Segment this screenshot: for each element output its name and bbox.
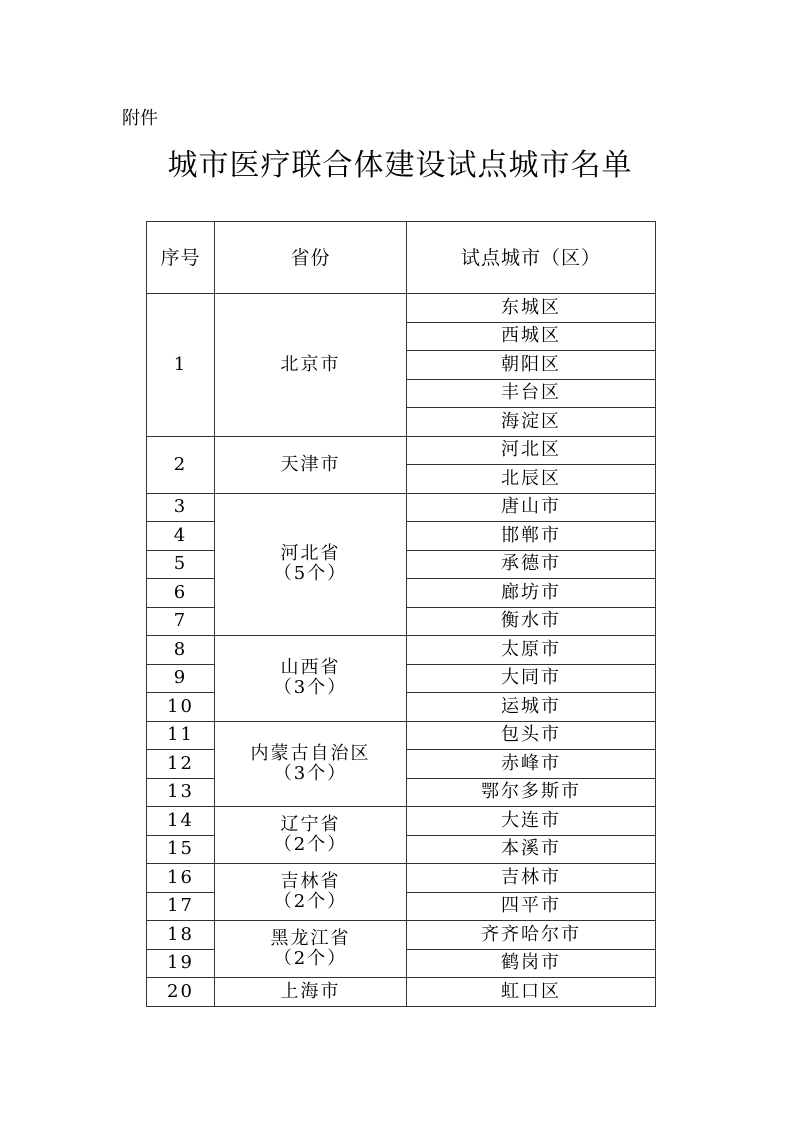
table-row: [147, 721, 656, 750]
city-cell: 邯郸市: [407, 522, 656, 551]
province-cell: [215, 436, 407, 493]
city-cell: 唐山市: [407, 493, 656, 522]
seq-cell: 6: [147, 579, 215, 608]
table-row: [147, 978, 656, 1007]
seq-cell: 2: [147, 436, 215, 493]
seq-cell: 5: [147, 550, 215, 579]
city-cell: 太原市: [407, 636, 656, 665]
city-cell: 本溪市: [407, 835, 656, 864]
seq-cell: 20: [147, 978, 215, 1007]
city-cell: 鄂尔多斯市: [407, 778, 656, 807]
seq-cell: 9: [147, 664, 215, 693]
city-cell: 西城区: [407, 322, 656, 351]
city-cell: 大连市: [407, 807, 656, 836]
province-cell: [215, 294, 407, 437]
province-name: 天津市: [280, 453, 341, 475]
province-name: 辽宁省: [280, 814, 341, 835]
city-cell: 朝阳区: [407, 351, 656, 380]
header-seq: 序号: [147, 222, 215, 294]
city-cell: 丰台区: [407, 379, 656, 408]
province-name: 吉林省: [280, 871, 341, 892]
city-cell: 河北区: [407, 436, 656, 465]
seq-cell: 4: [147, 522, 215, 551]
seq-cell: 18: [147, 921, 215, 950]
seq-cell: 11: [147, 721, 215, 750]
province-cell: [215, 807, 407, 864]
city-cell: 北辰区: [407, 465, 656, 494]
province-name: 山西省: [280, 657, 341, 679]
province-cell: [215, 864, 407, 921]
province-count: （2个）: [273, 891, 348, 912]
city-cell: 东城区: [407, 294, 656, 323]
city-cell: 承德市: [407, 550, 656, 579]
seq-cell: 8: [147, 636, 215, 665]
table-body: [147, 294, 656, 1007]
province-count: （2个）: [273, 834, 348, 855]
province-count: （3个）: [273, 762, 348, 784]
city-cell: 鹤岗市: [407, 949, 656, 978]
seq-cell: 14: [147, 807, 215, 836]
table-row: [147, 294, 656, 323]
seq-cell: 1: [147, 294, 215, 437]
seq-cell: 10: [147, 693, 215, 722]
pilot-city-table: [146, 221, 656, 1007]
seq-cell: 16: [147, 864, 215, 893]
table-row: [147, 864, 656, 893]
city-cell: 大同市: [407, 664, 656, 693]
attachment-label: 附件: [122, 108, 158, 129]
seq-cell: 13: [147, 778, 215, 807]
seq-cell: 17: [147, 892, 215, 921]
table-row: [147, 636, 656, 665]
header-province: 省份: [215, 222, 407, 294]
province-name: 黑龙江省: [270, 928, 351, 949]
table-row: [147, 807, 656, 836]
seq-cell: 19: [147, 949, 215, 978]
seq-cell: 3: [147, 493, 215, 522]
province-count: （2个）: [273, 948, 348, 969]
province-name: 河北省: [280, 543, 341, 565]
province-name: 北京市: [280, 353, 341, 375]
province-cell: [215, 721, 407, 807]
province-count: （5个）: [273, 563, 348, 585]
city-cell: 廊坊市: [407, 579, 656, 608]
city-cell: 赤峰市: [407, 750, 656, 779]
city-cell: 四平市: [407, 892, 656, 921]
city-cell: 衡水市: [407, 607, 656, 636]
seq-cell: 7: [147, 607, 215, 636]
city-cell: 虹口区: [407, 978, 656, 1007]
city-cell: 吉林市: [407, 864, 656, 893]
table-row: [147, 493, 656, 522]
province-cell: [215, 636, 407, 722]
table-header-row: [147, 222, 656, 294]
table-row: [147, 921, 656, 950]
city-cell: 海淀区: [407, 408, 656, 437]
table-row: [147, 436, 656, 465]
seq-cell: 15: [147, 835, 215, 864]
city-cell: 齐齐哈尔市: [407, 921, 656, 950]
province-cell: [215, 978, 407, 1007]
city-cell: 运城市: [407, 693, 656, 722]
province-cell: [215, 493, 407, 636]
province-cell: [215, 921, 407, 978]
document-title: 城市医疗联合体建设试点城市名单: [167, 148, 633, 183]
province-name: 内蒙古自治区: [250, 742, 371, 764]
province-count: （3个）: [273, 677, 348, 699]
city-cell: 包头市: [407, 721, 656, 750]
header-cities: 试点城市（区）: [407, 222, 656, 294]
province-name: 上海市: [280, 980, 341, 1002]
seq-cell: 12: [147, 750, 215, 779]
